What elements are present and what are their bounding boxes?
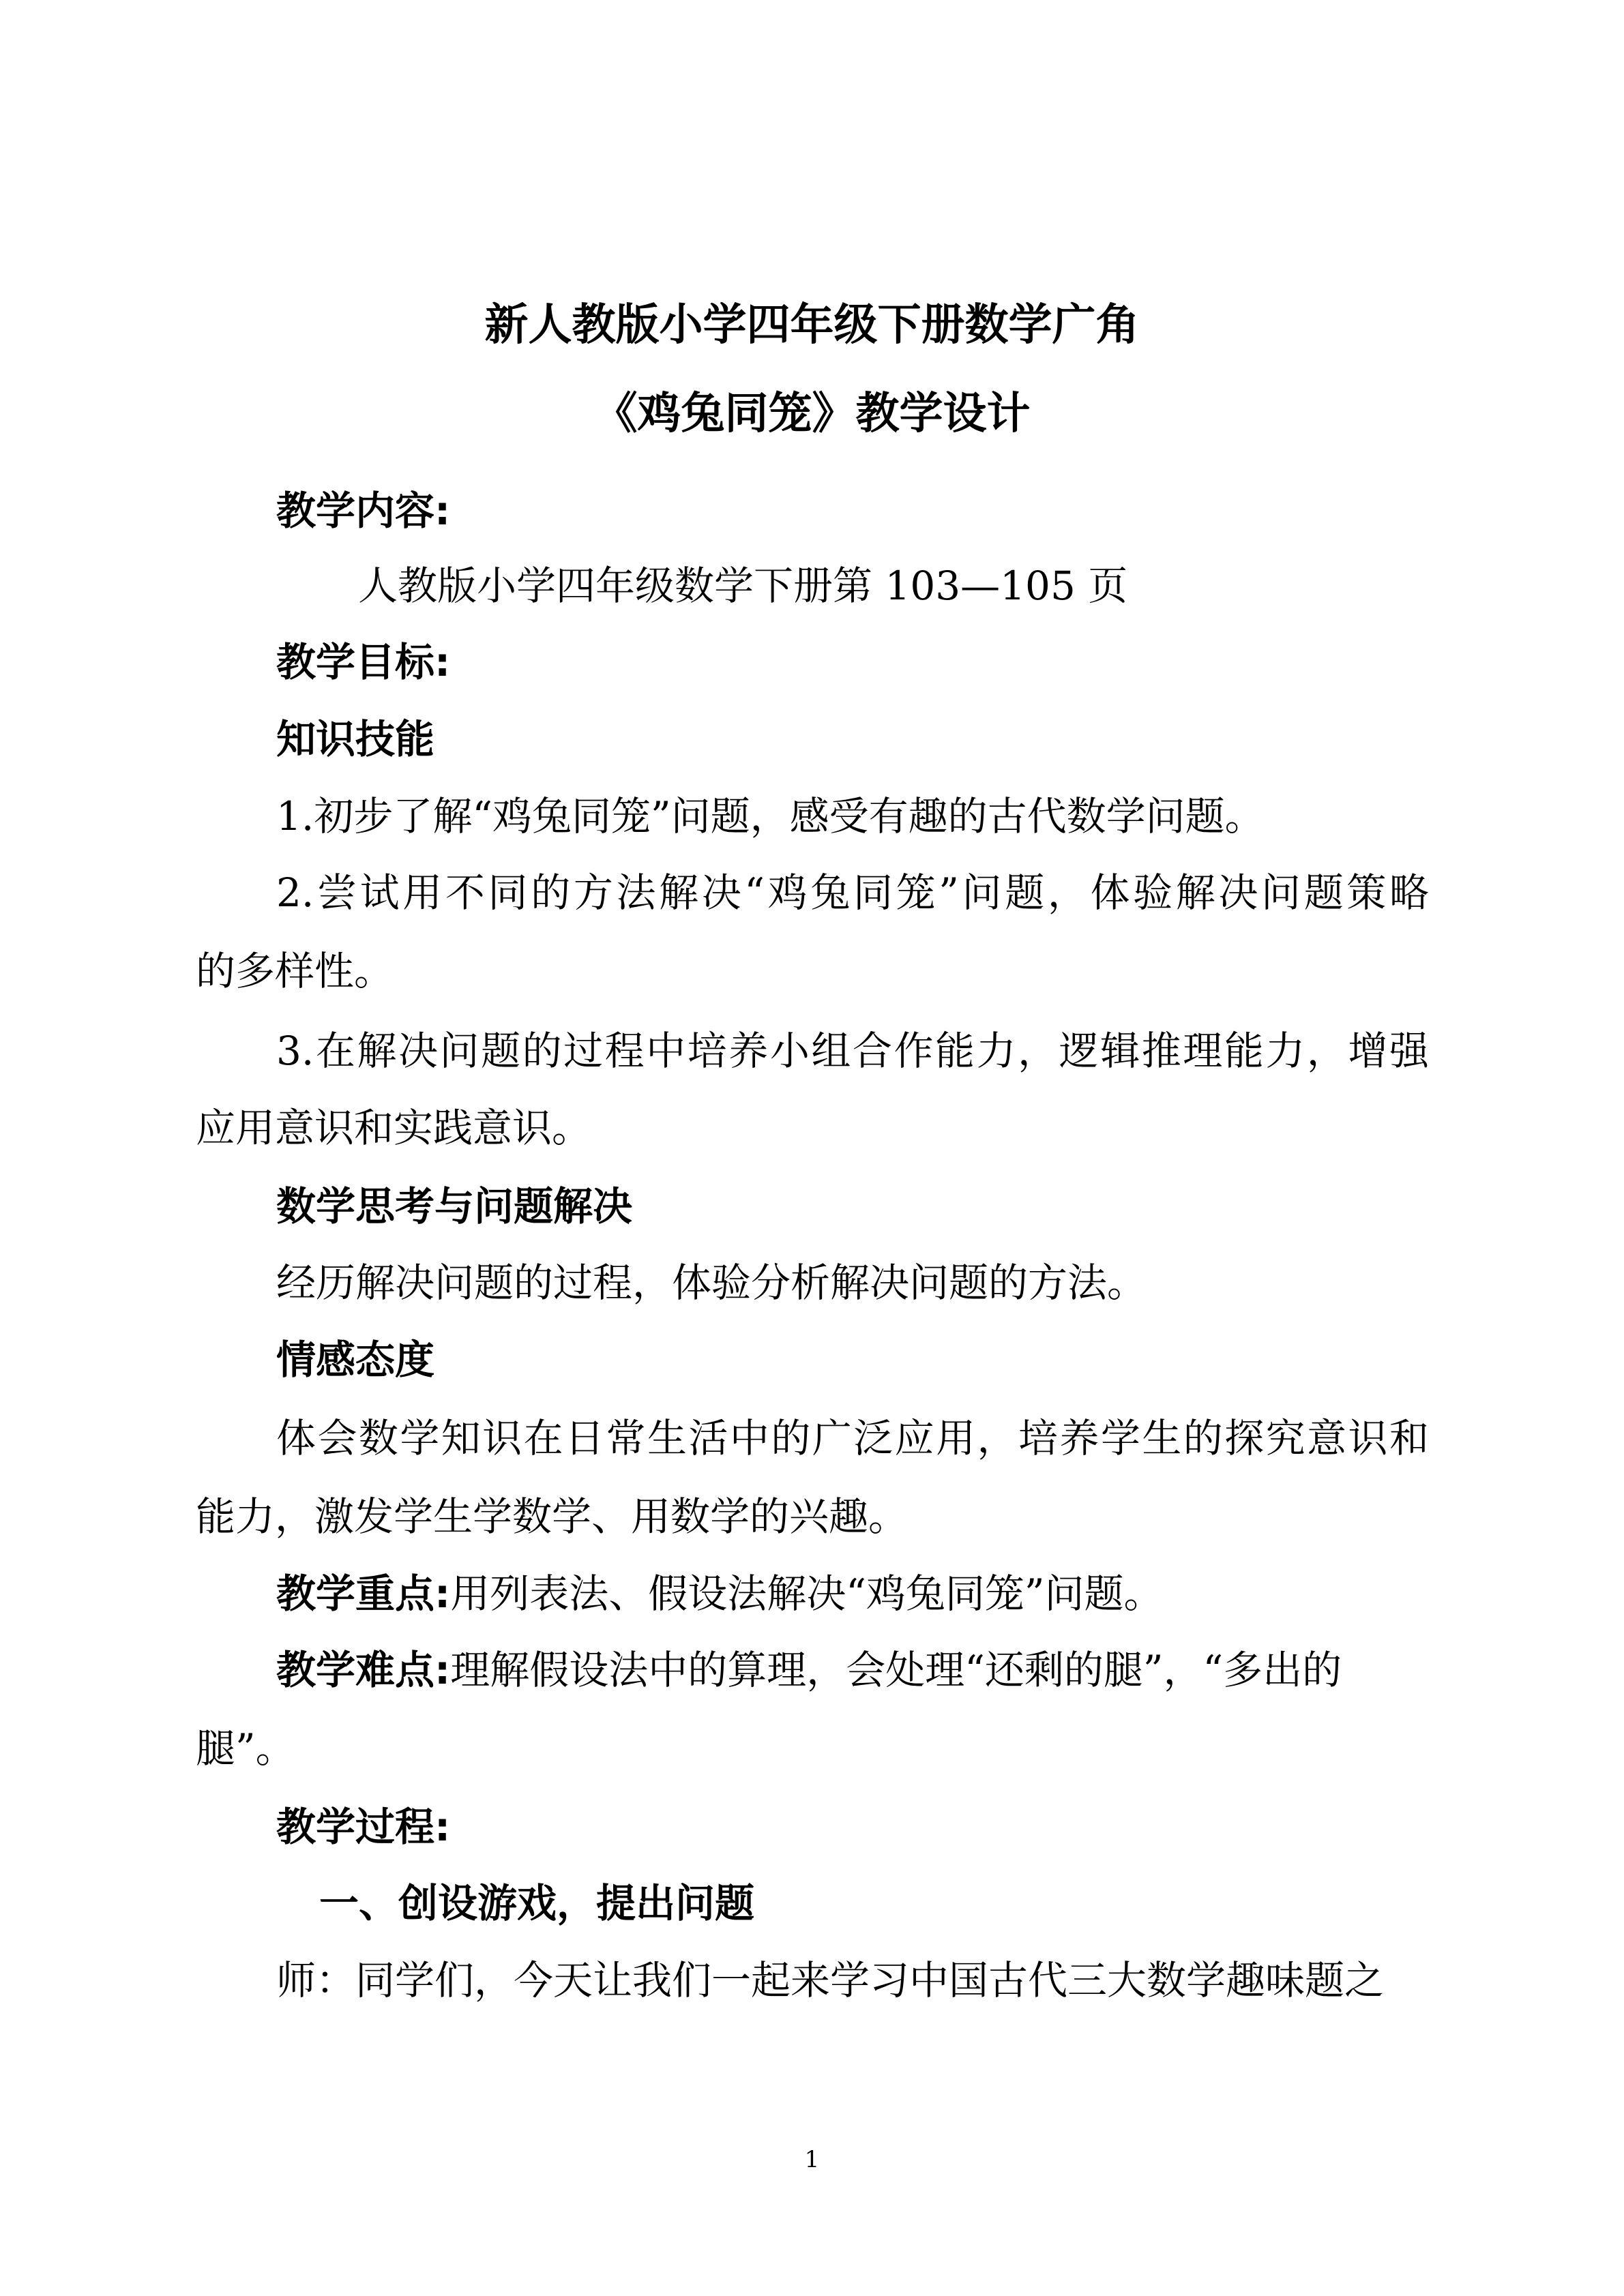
page-number: 1 <box>804 2146 820 2173</box>
difficulty-line1: 理解假设法中的算理，会处理“还剩的腿”，“多出的 <box>450 1647 1342 1693</box>
process-label: 教学过程: <box>276 1804 451 1850</box>
attitude-heading: 情感态度 <box>276 1337 435 1383</box>
attitude-line1: 体会数学知识在日常生活中的广泛应用，培养学生的探究意识和 <box>276 1415 1429 1461</box>
objectives-label: 教学目标: <box>276 639 451 685</box>
content-label: 教学内容: <box>276 488 451 534</box>
key-point-text: 用列表法、假设法解决“鸡兔同笼”问题。 <box>450 1570 1164 1617</box>
knowledge-item-2-line1: 2.尝试用不同的方法解决“鸡兔同笼”问题，体验解决问题策略 <box>276 869 1429 916</box>
knowledge-item-3-line2: 应用意识和实践意识。 <box>196 1105 592 1151</box>
attitude-line2: 能力，激发学生学数学、用数学的兴趣。 <box>196 1493 909 1540</box>
difficulty-label: 教学难点: <box>276 1647 451 1693</box>
key-point-label: 教学重点: <box>276 1570 451 1617</box>
process-teacher-line: 师：同学们，今天让我们一起来学习中国古代三大数学趣味题之 <box>276 1957 1385 2003</box>
key-point-row <box>276 1570 1164 1617</box>
content-text: 人教版小学四年级数学下册第 103—105 页 <box>358 563 1128 609</box>
knowledge-item-3-line1: 3.在解决问题的过程中培养小组合作能力，逻辑推理能力，增强 <box>276 1028 1429 1074</box>
document-title-line1: 新人教版小学四年级下册数学广角 <box>484 300 1140 351</box>
knowledge-heading: 知识技能 <box>276 716 435 762</box>
thinking-heading: 数学思考与问题解决 <box>276 1183 633 1229</box>
difficulty-line2: 腿”。 <box>196 1725 295 1772</box>
process-section-1-heading: 一、创设游戏，提出问题 <box>319 1880 755 1926</box>
thinking-text: 经历解决问题的过程，体验分析解决问题的方法。 <box>276 1259 1147 1306</box>
document-title-line2: 《鸡兔同笼》教学设计 <box>593 389 1031 439</box>
knowledge-item-2-line2: 的多样性。 <box>196 948 394 994</box>
knowledge-item-1: 1.初步了解“鸡兔同笼”问题，感受有趣的古代数学问题。 <box>276 793 1265 839</box>
difficulty-row <box>276 1647 1429 1693</box>
